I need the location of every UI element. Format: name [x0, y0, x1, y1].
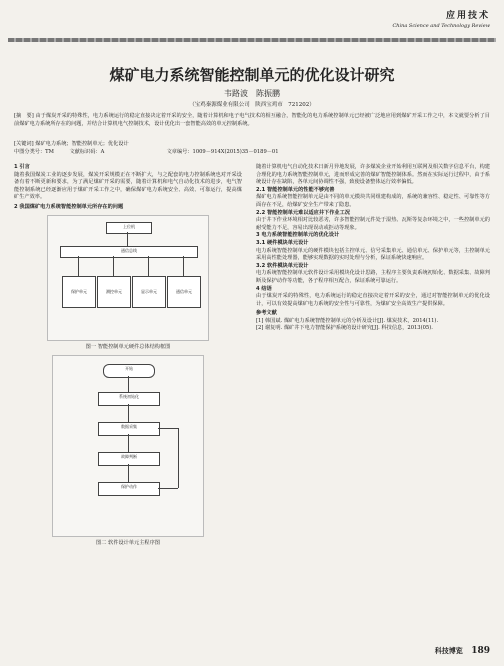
- right-column: [256, 164, 490, 333]
- paper-title: 煤矿电力系统智能控制单元的优化设计研究: [109, 66, 395, 84]
- footer-journal-name: 科技博览: [434, 646, 463, 655]
- authors: 韦路波 陈振鹏: [224, 89, 280, 98]
- abstract: [摘 要] 由于煤炭开采的特殊性，电力系统运行的稳定直接决定着开采的安全，随着计算机和电子电气技术的相互融合，智能化的电力系统控制单元已经被广泛地应用到煤矿开采工作之中，本文就要分析了目前煤矿电力系统所存在的问题，并结合计算机电气控制技术，设计优化出一套智能高效的单元控制系统。: [14, 113, 490, 127]
- journal-english-name: China Science and Technology Review: [392, 23, 490, 29]
- paragraph-4: 电力系统智能控制单元的硬件模块包括主控单元、信号采集单元、通信单元、保护单元等，主控制单元采用高性能处理器，能够实现数据的实时处理与分析，保证系统快速响应。: [256, 247, 490, 262]
- page-number: 189: [471, 646, 490, 656]
- figure-2: [52, 355, 204, 537]
- paragraph-6: 由于煤炭开采的特殊性，电力系统运行的稳定直接决定着开采的安全，通过对智能控制单元的优化设计，可以有效提高煤矿电力系统的安全性与可靠性，为煤矿安全高效生产提供保障。: [256, 293, 490, 307]
- reference-2: [2] 谢复明. 煤矿井下电力智能保护系统的设计研究[J]. 科技信息，2013(05).: [256, 325, 433, 332]
- section-1-text: 随着我国煤炭工业的逐步发展，煤炭开采规模正在不断扩大，与之配套的电力控制系统也对开采设备有着不断更新和要求，为了满足煤矿开采的需要，随着计算机和电气自动化技术的进步，电气智能控制系统已经逐渐应用于煤矿开采工作之中，确保煤矿电力系统安全、高效、可靠运行，提高煤矿生产效率。: [14, 171, 242, 201]
- section-3-1-title: 3.1 硬件模块单元设计: [256, 239, 309, 246]
- figure-2-caption: 图二 软件设计单元主程序图: [96, 540, 160, 547]
- fig2-judge: 故障判断: [98, 452, 160, 466]
- paragraph-2: 煤矿电力系统智能控制单元是由不同的单元模块共同组建构成的，系统的兼容性、稳定性、可靠性等方面存在不足，给煤矿安全生产带来了隐患。: [256, 194, 490, 208]
- reference-1: [1] 韩国斌. 煤矿电力系统智能控制单元的分析及设计[J]. 煤炭技术，2014(11).: [256, 317, 439, 324]
- fig2-init: 系统初始化: [98, 392, 160, 406]
- fig2-start: 开始: [103, 364, 155, 378]
- fig1-unit-a: 保护单元: [62, 276, 96, 308]
- left-column: [14, 164, 242, 552]
- page-footer: [435, 646, 490, 656]
- section-1-title: 1 引言: [14, 164, 30, 170]
- paragraph-3: 由于井下作业环境相对比较恶劣，许多智能控制元件处于湿热、瓦斯等复杂环境之中，一些控制单元的耐受能力不足，容易出现误动或拒动等现象。: [256, 217, 490, 231]
- section-3-title: 3 电力系统智能控制单元的优化设计: [256, 232, 340, 239]
- keywords: [关键词] 煤矿电力系统；智能控制单元；优化设计: [14, 141, 129, 147]
- fig1-host: 上位机: [106, 222, 152, 234]
- fig1-unit-d: 通信单元: [167, 276, 201, 308]
- paragraph-1: 随着计算机电气自动化技术日新月异地发展，许多煤炭企业开始利用互联网及相关数字信息平台，构建合理化的电力系统智能控制单元，进而形成完善的煤矿智能控制体系。然而在实际运行过程中，由于系统设计存在缺陷，各单元间协调性不强，致使设备整体运行效率偏低。: [256, 164, 490, 186]
- fig2-protect: 保护动作: [98, 482, 160, 496]
- figure-1: [47, 215, 209, 341]
- section-2-1-title: 2.1 智能控制单元的性能不够完善: [256, 186, 335, 193]
- classification: 中图分类号：TM 文献标识码：A 文章编号：1009－914X(2015)35－0189－01: [14, 149, 279, 155]
- figure-1-caption: 图一 智能控制单元硬件总体结构框图: [85, 343, 171, 350]
- references-title: 参考文献: [256, 310, 277, 317]
- fig1-unit-b: 测控单元: [97, 276, 131, 308]
- section-4-title: 4 结语: [256, 285, 272, 292]
- paragraph-5: 电力系统智能控制单元软件设计采用模块化设计思路，主程序主要负责系统初始化、数据采集、故障判断及保护动作等功能，各子程序相互配合，保证系统可靠运行。: [256, 270, 490, 284]
- section-3-2-title: 3.2 软件模块单元设计: [256, 262, 309, 269]
- section-2-2-title: 2.2 智能控制单元难以适应井下作业工况: [256, 209, 350, 216]
- fig2-sample: 数据采集: [98, 422, 160, 436]
- affiliation: （宝鸡秦源煤业有限公司 陕西宝鸡市 721202）: [189, 102, 315, 108]
- fig1-bus: 通信总线: [60, 246, 198, 258]
- fig1-unit-c: 显示单元: [132, 276, 166, 308]
- journal-header: [392, 8, 490, 29]
- section-label: 应用技术: [445, 11, 490, 21]
- section-2-title: 2 我国煤矿电力系统智能控制单元所存在的问题: [14, 203, 124, 210]
- header-divider: [8, 38, 496, 42]
